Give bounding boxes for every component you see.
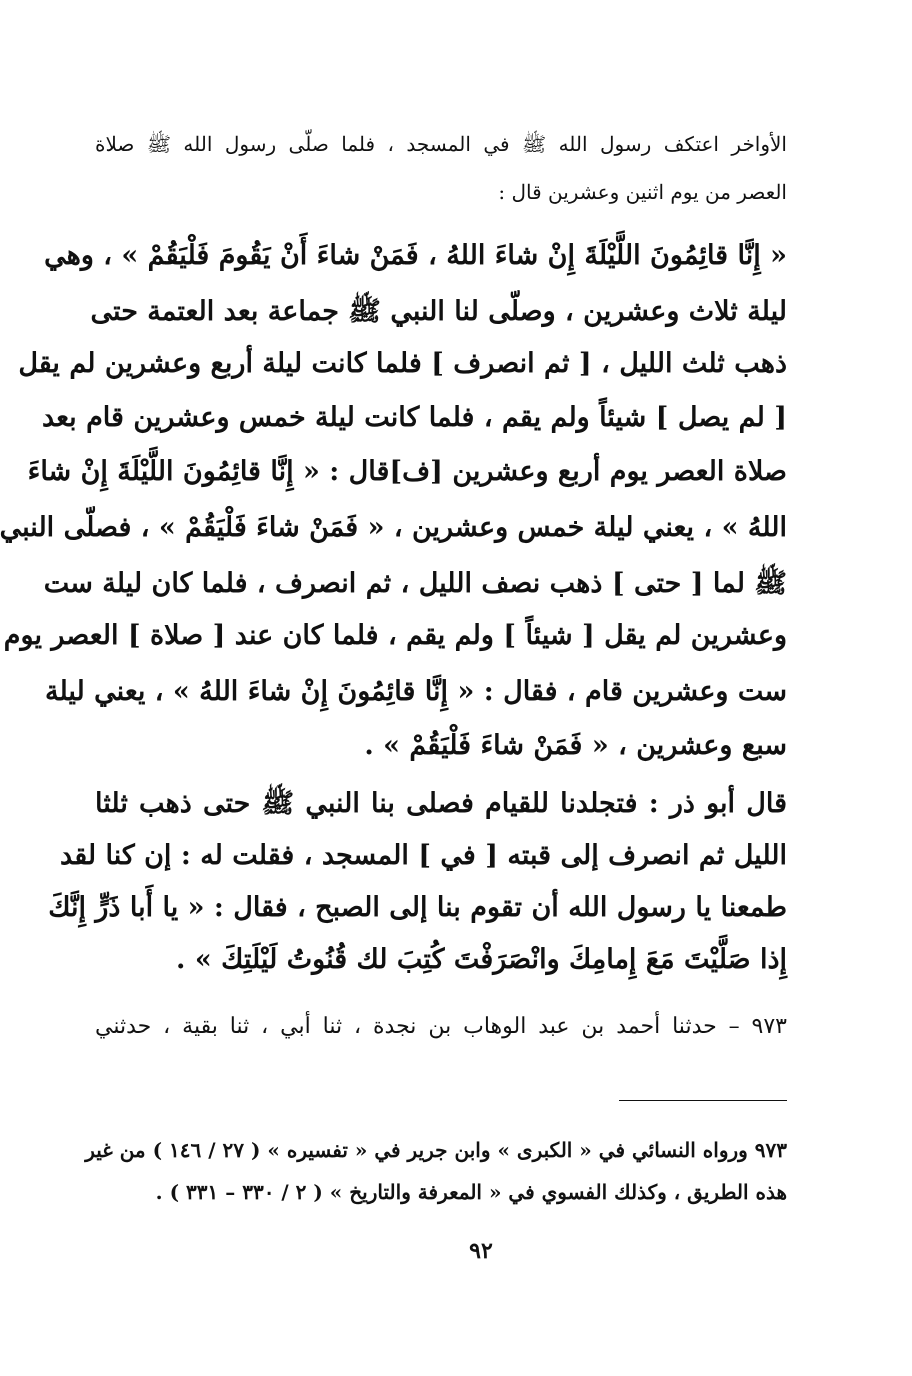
hadith-973-line: ٩٧٣ – حدثنا أحمد بن عبد الوهاب بن نجدة ، ثنا أبي ، ثنا بقية ، حدثني — [95, 1014, 787, 1039]
text-line-9: ﷺ لما [ حتى ] ذهب نصف الليل ، ثم انصرف ، فلما كان ليلة ست — [43, 568, 787, 599]
text-line-15: طمعنا يا رسول الله أن تقوم بنا إلى الصبح ، فقال : « يا أَبا ذَرٍّ إِنَّكَ — [48, 892, 787, 923]
text-line-7: صلاة العصر يوم أربع وعشرين [ف]قال : « إِنَّا قائِمُونَ اللَّيْلَةَ إِنْ شاءَ — [27, 456, 787, 487]
text-line-1: الأواخر اعتكف رسول الله ﷺ في المسجد ، فلما صلّى رسول الله ﷺ صلاة — [95, 132, 787, 156]
footnote-line-1: ٩٧٣ ورواه النسائي في « الكبرى » وابن جرير في « تفسيره » ( ٢٧ / ١٤٦ ) من غير — [85, 1138, 787, 1162]
footnote-line-2: هذه الطريق ، وكذلك الفسوي في « المعرفة والتاريخ » ( ٢ / ٣٣٠ – ٣٣١ ) . — [155, 1180, 787, 1204]
text-line-5: ذهب ثلث الليل ، [ ثم انصرف ] فلما كانت ليلة أربع وعشرين لم يقل — [18, 348, 787, 379]
text-line-10: وعشرين لم يقل [ شيئاً ] ولم يقم ، فلما كان عند [ صلاة ] العصر يوم — [3, 620, 787, 651]
footnote-separator — [619, 1100, 787, 1101]
text-line-3: « إِنَّا قائِمُونَ اللَّيْلَةَ إِنْ شاءَ اللهُ ، فَمَنْ شاءَ أَنْ يَقُومَ فَلْيَقُمْ » ، وهي — [44, 240, 787, 271]
text-line-16: إِذا صَلَّيْتَ مَعَ إِمامِكَ وانْصَرَفْتَ كُتِبَ لك قُنُوتُ لَيْلَتِكَ » . — [176, 944, 787, 975]
text-line-8: اللهُ » ، يعني ليلة خمس وعشرين ، « فَمَنْ شاءَ فَلْيَقُمْ » ، فصلّى النبي — [0, 512, 787, 543]
page-number: ٩٢ — [469, 1238, 493, 1264]
text-line-6: [ لم يصل ] شيئاً ولم يقم ، فلما كانت ليلة خمس وعشرين قام بعد — [41, 402, 787, 433]
text-line-11: ست وعشرين قام ، فقال : « إِنَّا قائِمُونَ إِنْ شاءَ اللهُ » ، يعني ليلة — [44, 676, 787, 707]
text-line-14: الليل ثم انصرف إلى قبته [ في ] المسجد ، فقلت له : إن كنا لقد — [60, 840, 787, 871]
text-line-2: العصر من يوم اثنين وعشرين قال : — [498, 180, 787, 204]
text-line-4: ليلة ثلاث وعشرين ، وصلّى لنا النبي ﷺ جماعة بعد العتمة حتى — [90, 296, 787, 327]
text-line-12: سبع وعشرين ، « فَمَنْ شاءَ فَلْيَقُمْ » . — [364, 730, 787, 761]
text-line-13: قال أبو ذر : فتجلدنا للقيام فصلى بنا النبي ﷺ حتى ذهب ثلثا — [95, 788, 787, 819]
